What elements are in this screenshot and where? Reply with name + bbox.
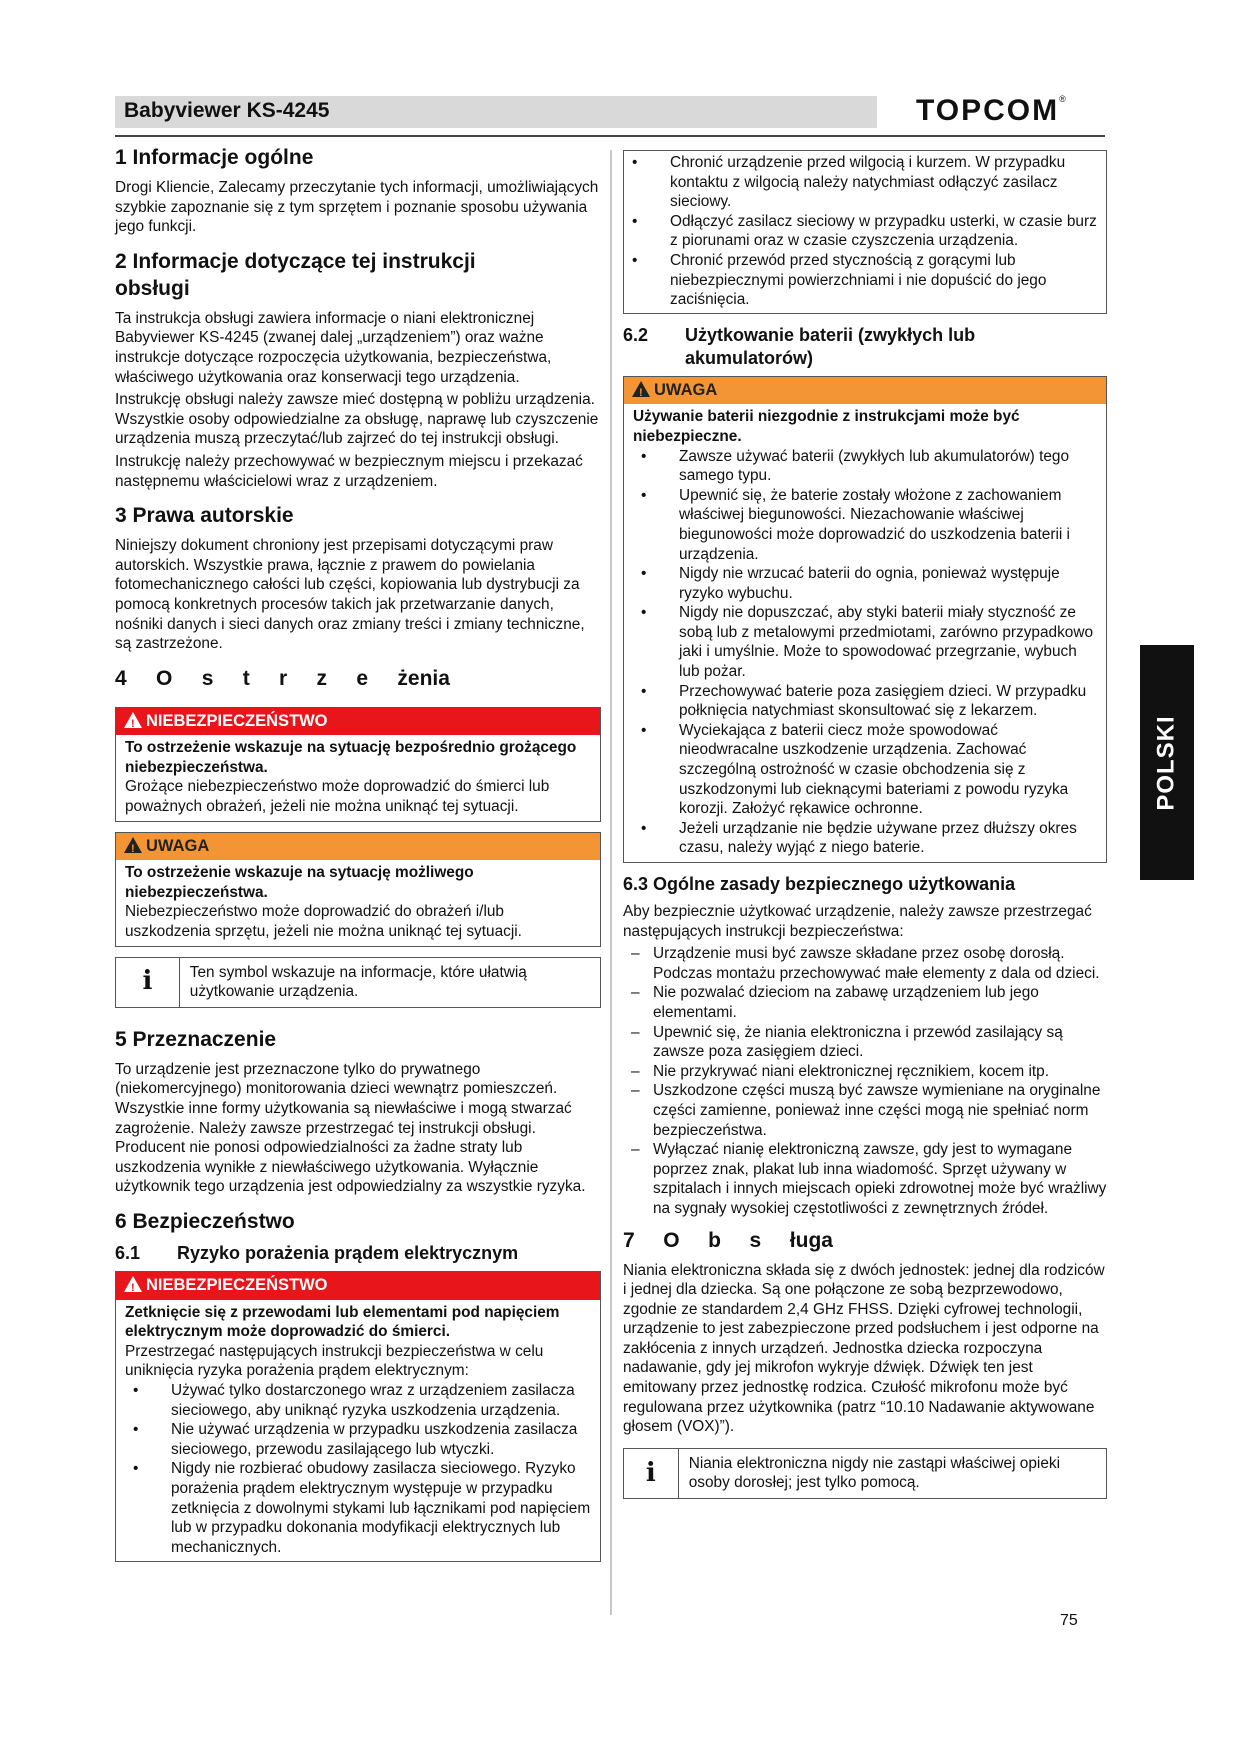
list-item: • Nigdy nie dopuszczać, aby styki baterii miały styczność ze sobą lub z metalowymi przedmiotami, zarówno przypadkowo jaki i umyślnie. Może to spowodować przegrzanie, wybuch lub pożar.: [633, 603, 1097, 681]
info-text: Ten symbol wskazuje na informacje, które ułatwią użytkowanie urządzenia.: [189, 963, 527, 1001]
list-item: • Przechowywać baterie poza zasięgiem dzieci. W przypadku połknięcia natychmiast skonsultować się z lekarzem.: [633, 682, 1097, 721]
section-4-letter: t: [242, 666, 250, 690]
list-item: • Odłączyć zasilacz sieciowy w przypadku usterki, w czasie burz z piorunami oraz w czasie czyszczenia urządzenia.: [624, 212, 1097, 251]
danger-lead: To ostrzeżenie wskazuje na sytuację bezpośrednio grożącego niebezpieczeństwa.: [125, 739, 577, 776]
section-4-letter: z: [316, 666, 328, 690]
general-safety-list: [623, 944, 1107, 1218]
subsection-title: Użytkowanie baterii (zwykłych lub akumulatorów): [685, 324, 976, 368]
section-2-para-3: Instrukcję należy przechowywać w bezpiecznym miejscu i przekazać następnemu właścicielowi wraz z urządzeniem.: [115, 452, 583, 490]
danger-label: NIEBEZPIECZEŃSTWO: [146, 711, 328, 730]
section-4-letter: żenia: [397, 666, 450, 690]
battery-warning-box: [623, 376, 1107, 863]
list-item: • Nigdy nie rozbierać obudowy zasilacza sieciowego. Ryzyko porażenia prądem elektrycznym występuje w przypadku zetknięcia z dowolnymi stykami lub łącznikami pod napięciem lub w przypadku dokonania modyfikacji elektrycznych lub mechanicznych.: [125, 1459, 591, 1557]
right-column: [623, 150, 1107, 1509]
warning-lead: Używanie baterii niezgodnie z instrukcjami może być niebezpieczne.: [633, 408, 1020, 445]
section-6-3-title: 6.3 Ogólne zasady bezpiecznego użytkowania: [623, 874, 1016, 894]
danger-header: [116, 708, 600, 736]
warning-header: [116, 833, 600, 861]
warning-label: UWAGA: [146, 836, 210, 855]
danger-label: NIEBEZPIECZEŃSTWO: [146, 1275, 328, 1294]
section-7-letter: s: [749, 1228, 762, 1252]
column-divider: [610, 150, 612, 1615]
danger-list: [125, 1381, 591, 1557]
danger-header: [116, 1272, 600, 1300]
section-6-3-intro: Aby bezpiecznie użytkować urządzenie, należy zawsze przestrzegać następujących instrukcji bezpieczeństwa:: [623, 903, 1092, 940]
subsection-6-2-title: [623, 324, 1107, 370]
page-number: 75: [1060, 1612, 1078, 1629]
list-item: • Nie używać urządzenia w przypadku uszkodzenia zasilacza sieciowego, przewodu zasilającego lub wtyczki.: [125, 1420, 591, 1459]
continued-list: [624, 153, 1097, 310]
subsection-number: 6.2: [623, 324, 649, 345]
warning-lead: To ostrzeżenie wskazuje na sytuację możliwego niebezpieczeństwa.: [125, 864, 474, 901]
warning-triangle-icon: !: [124, 1276, 142, 1292]
section-7-number: 7: [623, 1228, 635, 1252]
section-2-para-1: Ta instrukcja obsługi zawiera informacje o niani elektronicznej Babyviewer KS-4245 (zwanej dalej „urządzeniem”) oraz ważne instrukcje dotyczące rozpoczęcia użytkowania, bezpieczeństwa, właściwego użytkowania oraz konserwacji tego urządzenia.: [115, 309, 552, 386]
warning-header: [624, 377, 1106, 405]
list-item: • Używać tylko dostarczonego wraz z urządzeniem zasilacza sieciowego, aby uniknąć ryzyka uszkodzenia urządzenia.: [125, 1381, 591, 1420]
info-box: [623, 1448, 1107, 1499]
section-4-letter: O: [156, 666, 173, 690]
section-7-letter: ługa: [789, 1228, 833, 1252]
section-2-title: 2 Informacje dotyczące tej instrukcji obsługi: [115, 249, 476, 300]
brand-logo: [916, 94, 1068, 128]
info-box: [115, 957, 601, 1008]
warning-triangle-icon: !: [124, 712, 142, 728]
list-item: – Nie pozwalać dzieciom na zabawę urządzeniem lub jego elementami.: [623, 983, 1107, 1022]
list-item: • Wyciekająca z baterii ciecz może spowodować nieodwracalne uszkodzenie urządzenia. Zachować szczególną ostrożność w czasie obchodzenia się z uszkodzonymi lub cieknącymi bateriami z powodu ryzyka korozji. Założyć rękawice ochronne.: [633, 721, 1097, 819]
header-rule: [115, 135, 1105, 137]
danger-text: Grożące niebezpieczeństwo może doprowadzić do śmierci lub poważnych obrażeń, jeżeli nie można uniknąć tej sytuacji.: [125, 778, 550, 816]
section-7-letter: b: [708, 1228, 721, 1252]
list-item: – Upewnić się, że niania elektroniczna i przewód zasilający są zawsze poza zasięgiem dzieci.: [623, 1023, 1107, 1062]
list-item: – Nie przykrywać niani elektronicznej ręcznikiem, kocem itp.: [623, 1062, 1107, 1082]
section-1-text: Drogi Kliencie, Zalecamy przeczytanie tych informacji, umożliwiających szybkie zapoznanie się z tym sprzętem i poznanie sposobu używania jego funkcji.: [115, 179, 599, 236]
danger-box-electric: [115, 1271, 601, 1562]
section-5-text: To urządzenie jest przeznaczone tylko do prywatnego (niekomercyjnego) monitorowania dzieci wewnątrz pomieszczeń. Wszystkie inne formy użytkowania są niewłaściwe i mogą stwarzać zagrożenie. Należy zawsze przestrzegać tej instrukcji obsługi. Producent nie ponosi odpowiedzialności za żadne straty lub uszkodzenia wynikłe z niewłaściwego użytkowania. Wyłącznie użytkownik tego urządzenia jest odpowiedzialny za wszystkie ryzyka.: [115, 1060, 586, 1196]
subsection-title: Ryzyko porażenia prądem elektrycznym: [177, 1242, 519, 1263]
list-item: • Chronić urządzenie przed wilgocią i kurzem. W przypadku kontaktu z wilgocią należy natychmiast odłączyć zasilacz sieciowy.: [624, 153, 1097, 212]
document-title: Babyviewer KS-4245: [124, 99, 330, 122]
language-label: POLSKI: [1153, 714, 1180, 811]
continued-safety-box: [623, 150, 1107, 314]
danger-lead: Zetknięcie się z przewodami lub elementami pod napięciem elektrycznym może doprowadzić do śmierci.: [125, 1303, 560, 1341]
danger-text: Przestrzegać następujących instrukcji bezpieczeństwa w celu uniknięcia ryzyka porażenia prądem elektrycznym:: [125, 1342, 544, 1380]
warning-triangle-icon: !: [124, 837, 142, 853]
info-icon: i: [116, 958, 180, 1007]
left-column: [115, 144, 601, 1572]
section-4-letter: e: [356, 666, 369, 690]
registered-mark: ®: [1059, 94, 1068, 104]
warning-triangle-icon: !: [632, 381, 650, 397]
section-4-letter: s: [201, 666, 214, 690]
warning-box: [115, 832, 601, 947]
section-7-title: [623, 1227, 833, 1254]
section-7-letter: O: [663, 1228, 680, 1252]
list-item: – Uszkodzone części muszą być zawsze wymieniane na oryginalne części zamienne, ponieważ inne części mogą nie spełniać norm bezpieczeństwa.: [623, 1081, 1107, 1140]
danger-box: [115, 707, 601, 822]
list-item: • Jeżeli urządzanie nie będzie używane przez dłuższy okres czasu, należy wyjąć z niego baterie.: [633, 819, 1097, 858]
subsection-6-1-title: [115, 1242, 601, 1265]
warning-text: Niebezpieczeństwo może doprowadzić do obrażeń i/lub uszkodzenia sprzętu, jeżeli nie można uniknąć tej sytuacji.: [125, 903, 522, 941]
section-4-title: [115, 665, 450, 692]
section-6-title: 6 Bezpieczeństwo: [115, 1209, 295, 1233]
brand-name: TOPCOM: [916, 94, 1060, 127]
list-item: – Urządzenie musi być zawsze składane przez osobę dorosłą. Podczas montażu przechowywać małe elementy z dala od dzieci.: [623, 944, 1107, 983]
subsection-number: 6.1: [115, 1242, 141, 1263]
language-tab: [1140, 645, 1194, 880]
battery-list: [633, 447, 1097, 858]
list-item: – Wyłączać nianię elektroniczną zawsze, gdy jest to wymagane poprzez znak, plakat lub inna wiadomość. Sprzęt używany w szpitalach i innych miejscach opieki zdrowotnej może być wrażliwy na sygnały wysokiej częstotliwości z zewnętrznych źródeł.: [623, 1140, 1107, 1218]
section-4-number: 4: [115, 666, 127, 690]
section-4-letter: r: [279, 666, 288, 690]
list-item: • Nigdy nie wrzucać baterii do ognia, ponieważ występuje ryzyko wybuchu.: [633, 564, 1097, 603]
section-5-title: 5 Przeznaczenie: [115, 1027, 277, 1051]
list-item: • Zawsze używać baterii (zwykłych lub akumulatorów) tego samego typu.: [633, 447, 1097, 486]
section-2-para-2: Instrukcję obsługi należy zawsze mieć dostępną w pobliżu urządzenia. Wszystkie osoby odpowiedzialne za obsługę, naprawę lub czyszczenie urządzenia muszą przeczytać/lub zajrzeć do tej instrukcji obsługi.: [115, 391, 599, 448]
section-3-text: Niniejszy dokument chroniony jest przepisami dotyczącymi praw autorskich. Wszystkie prawa, łącznie z prawem do powielania fotomechanicznego całości lub części, kopiowania lub dystrybucji za pomocą konkretnych procesów takich jak przetwarzanie danych, nośniki danych i sieci danych oraz zmiany treści i zmiany techniczne, są zastrzeżone.: [115, 537, 585, 653]
info-text: Niania elektroniczna nigdy nie zastąpi właściwej opieki osoby dorosłej; jest tylko pomocą.: [688, 1454, 1060, 1492]
section-3-title: 3 Prawa autorskie: [115, 504, 294, 528]
list-item: • Chronić przewód przed stycznością z gorącymi lub niebezpiecznymi powierzchniami i nie dopuścić do jego zaciśnięcia.: [624, 251, 1097, 310]
section-1-title: 1 Informacje ogólne: [115, 146, 314, 169]
info-icon: i: [624, 1449, 679, 1498]
warning-label: UWAGA: [654, 380, 718, 399]
list-item: • Upewnić się, że baterie zostały włożone z zachowaniem właściwej biegunowości. Niezachowanie właściwej biegunowości może doprowadzić do uszkodzenia baterii i urządzenia.: [633, 486, 1097, 564]
section-7-text: Niania elektroniczna składa się z dwóch jednostek: jednej dla rodziców i jednej dla dziecka. Są one połączone ze sobą bezprzewodowo, zgodnie ze standardem 2,4 GHz FHSS. Dzięki cyfrowej technologii, urządzenie to jest zabezpieczone przed podsłuchem i jest odporne na zakłócenia z innych urządzeń. Jednostka dziecka rozpoczyna nadawanie, gdy jej mikrofon wykryje dźwięk. Dźwięk ten jest emitowany przez jednostkę rodzica. Czułość mikrofonu może być regulowana przez użytkownika (patrz “10.10 Nadawanie aktywowane głosem (VOX)”).: [623, 1261, 1105, 1436]
